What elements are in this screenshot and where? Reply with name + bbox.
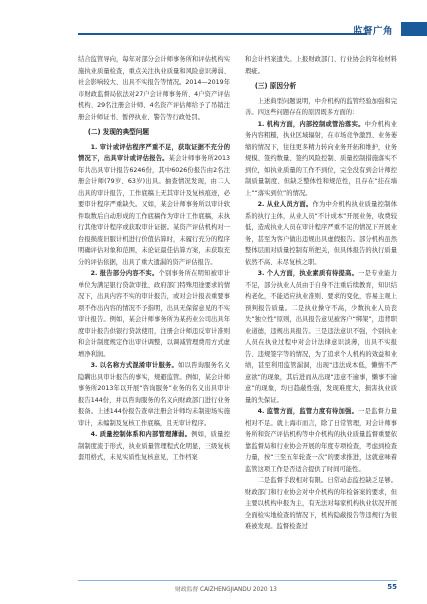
left-column	[78, 54, 230, 464]
page-footer	[0, 580, 427, 594]
subheading: (三) 原因分析	[254, 82, 297, 90]
paragraph	[78, 142, 230, 269]
paragraph-body: 如以咨询服务名义隐瞒出具审计报告的事实，规避监管。例如，某会计师事务所2013年以开展“咨询服务”业务的名义出具审计报告144份，并以咨询服务的名义向财政部门进行业务报备。上述144份报告查章注册会计师均未制迎场实施审计，未编制及复核工作底稿，且无审计程序。	[78, 362, 230, 427]
paragraph: 二是监督手段相对有限。日常动态监控缺乏足够。财政部门和行业协会对中介机构的年检备案的要求，但主要以机构申报为主，有无法对每家机构执业状况开展全面检实地检查的情况下，机构隐蔽报告等违规行为很难被发现。监督检查过	[245, 477, 397, 530]
subheading: (二) 发现的典型问题	[87, 128, 149, 136]
paragraph	[78, 429, 230, 464]
paragraph-body: 某会计师事务所2013年共出具审计报告6246份，其中6026份报告由2名注册会计师(79岁、63岁)出具。抽查情况发现，由二人出具的审计报告，工作底稿上无其审计及复核痕迹，必要审计程序严重缺失。又如，某会计师事务所以审计软件取数后自动形成的工作底稿作为审计工作底稿，未执行其他审计程序或获取审计证据。某资产评估机构对一台报损废旧服计机进行价值估算时，未履行充分的程序明确评估对象和范围，未论证最佳估算方案，未获取充分的评估依据，出具了重大遗漏的资产评估报告。	[78, 155, 231, 266]
paragraph	[245, 406, 397, 475]
paragraph: 上述典型问题说明，中介机构的监管经验加强和完善。四这些问题存在的原因既多方面的：	[245, 97, 397, 116]
paragraph	[245, 268, 397, 406]
section-title: 监督广角	[352, 26, 393, 37]
paragraph-lead: 1. 审计或评估程序严重不足，获取证据不充分的情况下，出具审计或评估报告。	[78, 143, 230, 162]
paragraph: 结合监管导向，每年对部分会计师事务所和评估机构实施执业质量检查，重点关注执业质量和风险意识薄弱、社会影响较大、出具不实报告等情况。2014—2019年市财政监督局依法对27户会计师事务所、4户资产评估机构、29名注册会计师、4名资产评估师给予了吊销注册会计师证书、暂停执业、警告等行政处罚。	[78, 56, 230, 121]
paragraph-body: 一是专业能力不足，部分执业人员由于自身不注重后续教育，知识结构老化，不能适应执业准则、要求的变化，容易主观上预判报告质量。二是执业操守不高，少数执业人员丧失“独立性”原则，出具报告意见被客户“绑架”，违背职业道德，违规出具报告。三是违法意识不强，个别执业人员在执业过程中对会计法律意识淡薄，出具不实报告、违规签字等的情况，为了追求个人机构的效益和业绩，甚至利用监管漏洞，出现“违法成本低，懒惰不严意欲”的现象，其后进而从出现“违意不逾事，懒事不逾意”的现象，均日趋蔽性强，发现难度大，损害执业质量的失保证。	[245, 270, 398, 404]
header-tab	[401, 22, 427, 36]
paragraph-lead: 4. 质量控制体系和内部管理薄弱。	[90, 431, 192, 438]
paragraph-body: 作为中介机构执业质量控制体系的执行主体，从业人员“不计成本”开展业务，收费较低，造成执业人员在审计程序严重不足的情况下开展业务，甚至为客户做出违规出具虚假报告。部分机构虽然整体层面对质量控制有所把关，但具体报告的执行质量依然不高、未尽复核之职。	[245, 201, 397, 266]
paragraph: 和会计档案遗失。上报财政部门、行业协会的年检材料瑕疵。	[245, 56, 397, 75]
journal-info: 财政监督 CAIZHENGJIANDU 2020 13	[175, 587, 277, 593]
page-number: 55	[387, 583, 397, 591]
footer-rule	[78, 580, 397, 581]
paragraph-body: 个别事务所在明知被审计单位为满足银行贷款审批、政府部门特殊用途要求的情况下，出具内容不实的审计报告，或对会计报表重要事项不作出内容的情况不予指明，出具无保留意见的不实审计报告。例如，某会计师事务所为某药业公司出具年度审计报告供银行贷款使用，注册会计师违反审计准则和会计制度规定作出审计调整，以调减管理费用方式虚增净利润。	[78, 270, 231, 358]
paragraph-body: 例如，质量控制制度流于形式，执业质量管理程式化明显，三级复核套用格式，未见实质性复核意见，工作档案	[78, 431, 231, 461]
paragraph-body: 中介机构业务内容粗糙，执业区域辐射，在市场竞争激烈、业务萎缩的情况下，往往更多精力转向业务开拓和维护，业务规模、签约数量、签约风险控制、质量控制措施落实不到位，如执业质量的工作不到位，完全没有到会计师控制质量制度、但缺乏整体性和规范性，且存在“挂在墙上”“落实到位”的情况。	[245, 120, 398, 197]
paragraph-lead: 3. 以名称方式混淆审计服务。	[90, 362, 179, 369]
paragraph-body: 一是监督力量相对不足。就上海市而言，除了日常管理，对会计师事务所和资产评估机构等中介机构的执业质量监督重要依靠监督局和行业协会开展的年度专项检查，考虑到检查力量，按“三至五年轮查一次”的要求推进，这就意味着监管这项工作是否适合提供了时间可能性。	[245, 408, 398, 473]
right-column	[245, 54, 397, 533]
paragraph-lead: 4. 监管方面，监管力度有待加强。	[257, 408, 359, 415]
paragraph-lead: 2. 从业人员方面。	[257, 201, 313, 208]
paragraph-lead: 1. 机构方面，内部控制或管治落实。	[257, 120, 365, 128]
paragraph-lead: 2. 报告部分内容不实。	[90, 270, 159, 277]
paragraph-lead: 3. 个人方面，执业素质有待提高。	[257, 270, 359, 277]
page-header	[0, 20, 427, 38]
paragraph	[245, 199, 397, 268]
header-rule	[78, 33, 367, 35]
paragraph	[78, 360, 230, 429]
paragraph	[78, 268, 230, 360]
paragraph	[245, 119, 397, 200]
